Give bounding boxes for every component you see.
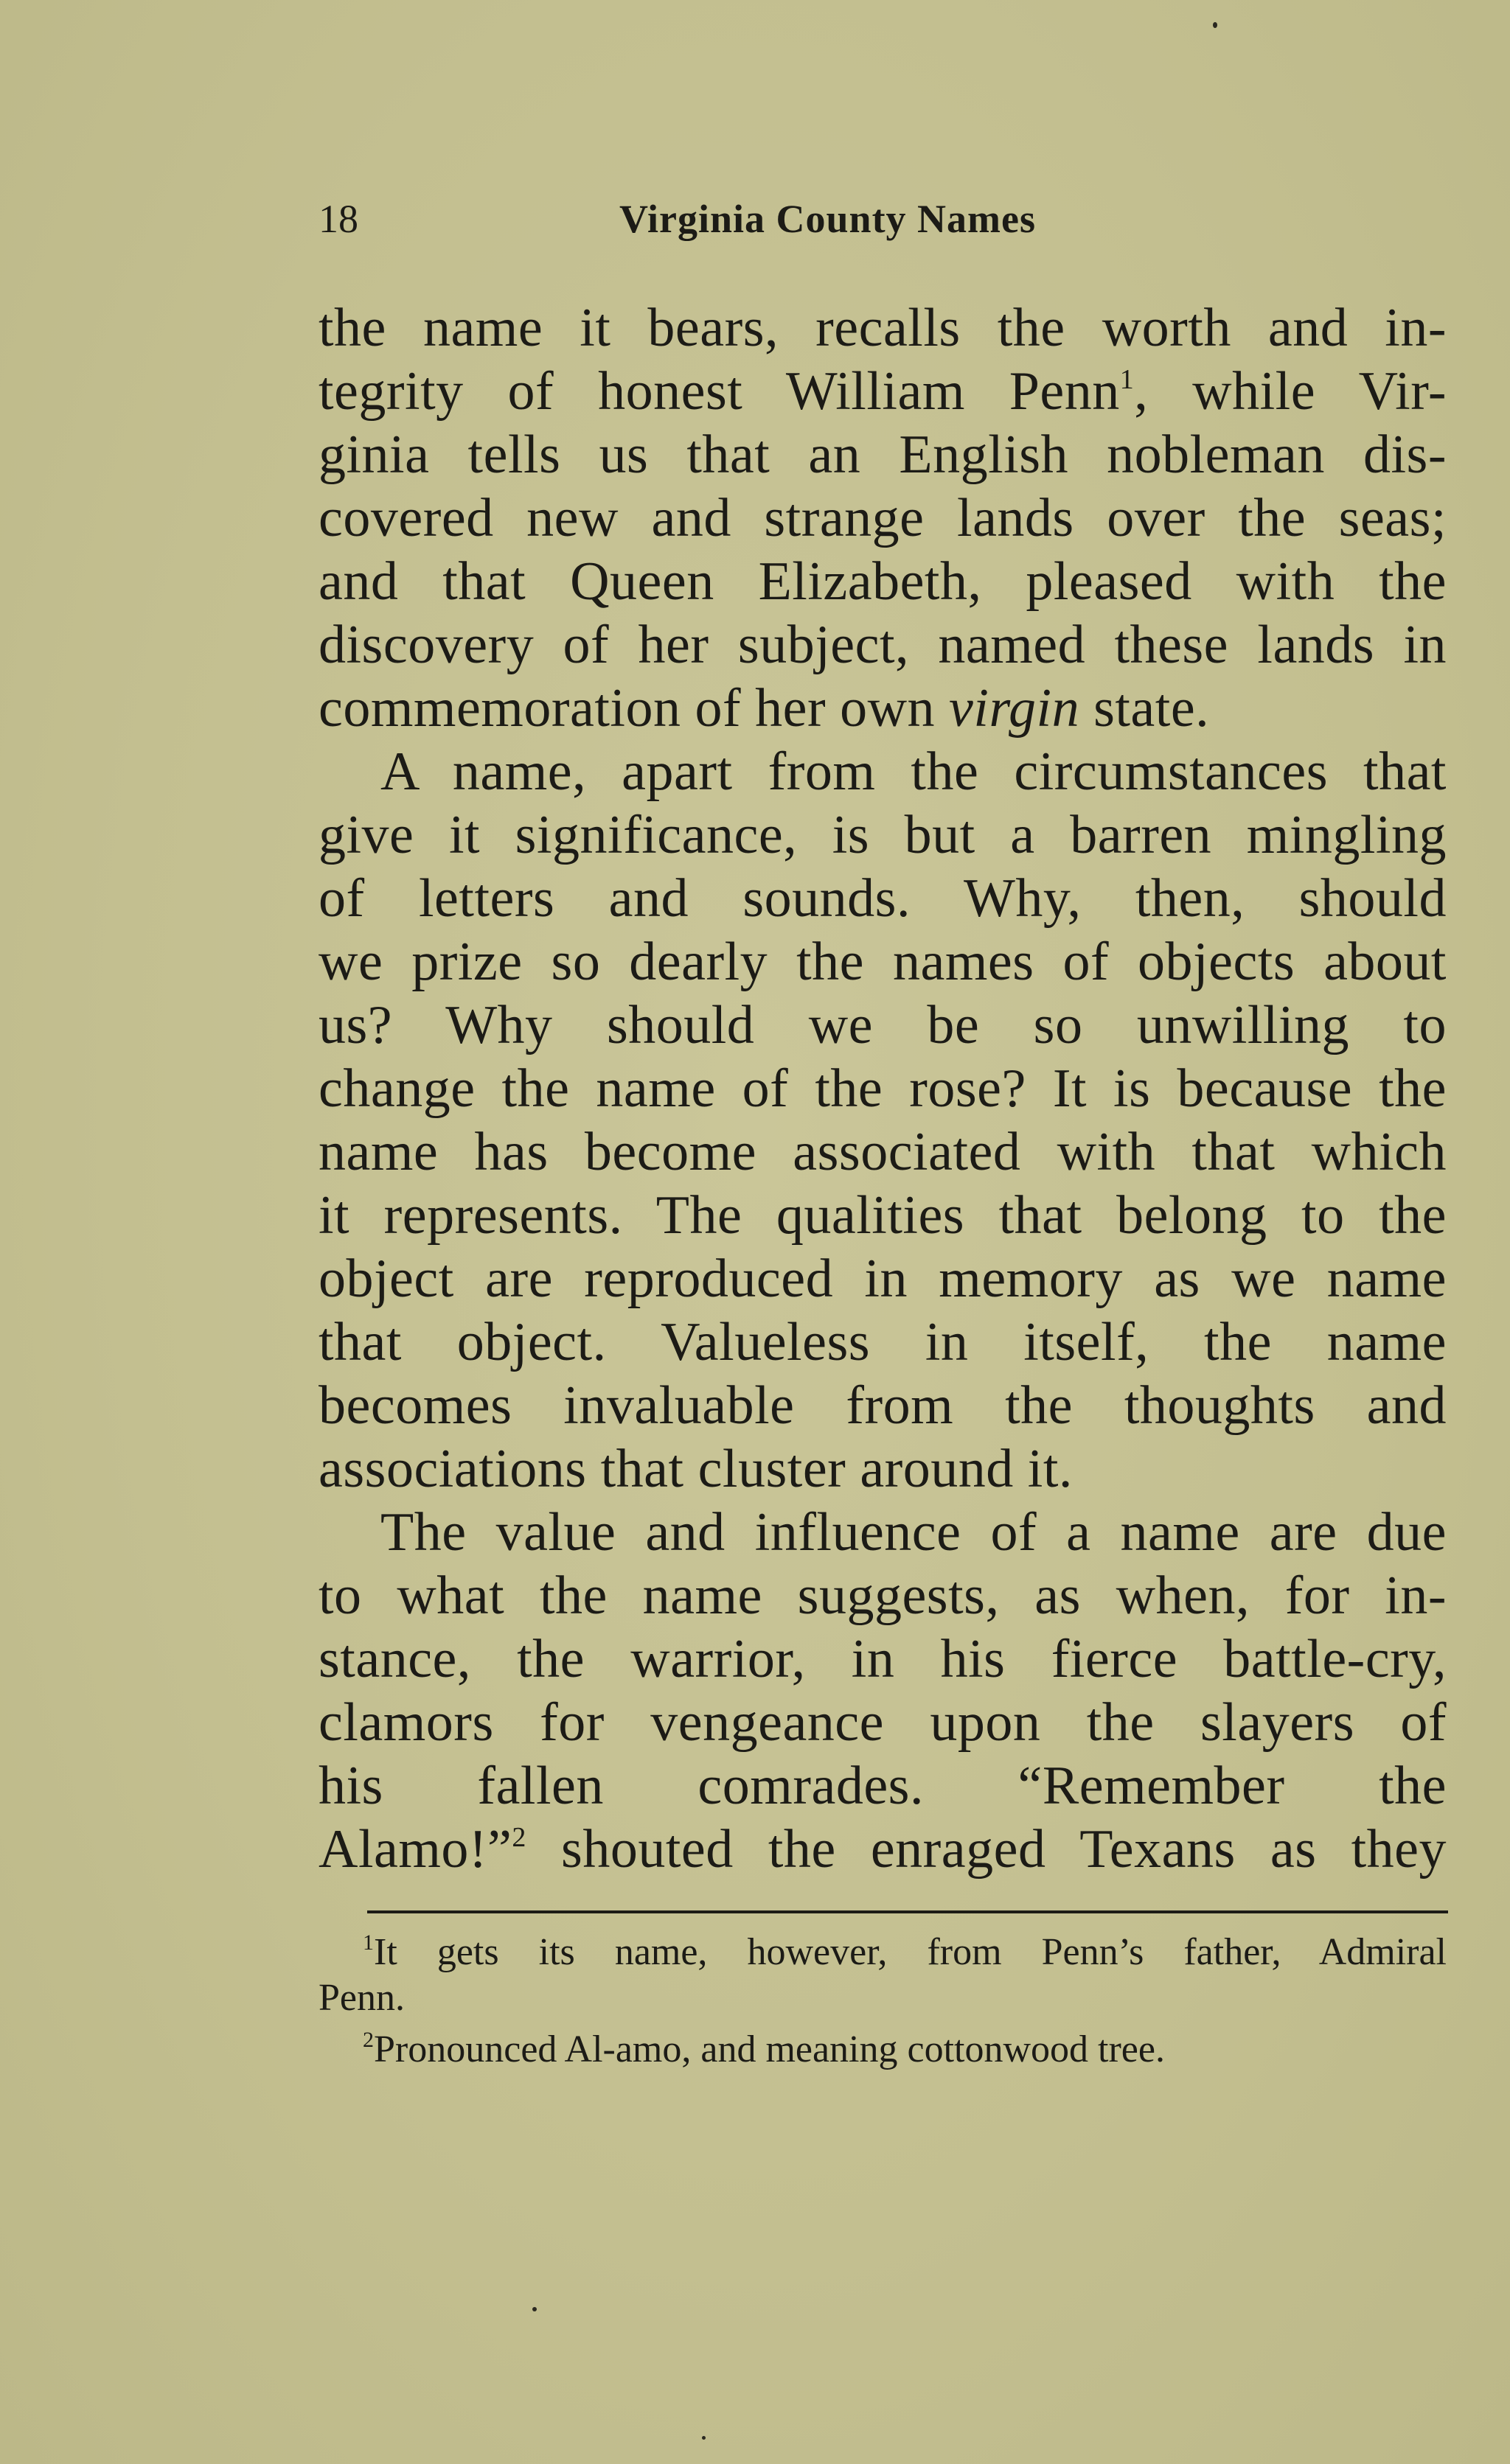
text-line: covered new and strange lands over the seas; — [319, 488, 1447, 548]
text-line: it represents. The qualities that belong to the — [319, 1185, 1447, 1246]
footnote-1-continued: Penn. — [319, 1977, 405, 2019]
body-text — [319, 296, 1447, 1881]
text-line: discovery of her subject, named these lands in — [319, 615, 1447, 675]
text-line: name has become associated with that which — [319, 1122, 1447, 1182]
text-segment: tegrity of honest William Penn — [319, 361, 1120, 422]
page-number: 18 — [319, 197, 358, 241]
text-line: A name, apart from the circumstances that — [380, 741, 1447, 802]
text-line: the name it bears, recalls the worth and in- — [319, 298, 1447, 358]
text-line: give it significance, is but a barren mingling — [319, 805, 1447, 865]
text-line: his fallen comrades. “Remember the — [319, 1756, 1447, 1816]
footnote-ref-2: 2 — [512, 1822, 526, 1853]
footnote-2 — [319, 2027, 1447, 2073]
text-line: becomes invaluable from the thoughts and — [319, 1375, 1447, 1436]
text-line: we prize so dearly the names of objects about — [319, 932, 1447, 992]
running-head — [319, 193, 1144, 245]
footnote-marker: 2 — [363, 2028, 374, 2052]
scan-speck — [702, 2436, 706, 2440]
footnotes — [319, 1930, 1447, 2073]
text-segment: Alamo!” — [319, 1819, 512, 1880]
text-line: to what the name suggests, as when, for in- — [319, 1566, 1447, 1626]
text-line: clamors for vengeance upon the slayers of — [319, 1692, 1447, 1753]
footnote-ref-1: 1 — [1119, 364, 1135, 395]
text-line — [319, 1818, 1447, 1881]
text-line: The value and influence of a name are due — [380, 1502, 1447, 1563]
scan-speck — [1213, 22, 1217, 28]
footnote-marker: 1 — [363, 1930, 374, 1955]
text-line: that object. Valueless in itself, the name — [319, 1312, 1447, 1372]
text-segment: state. — [1093, 678, 1210, 739]
footnote-divider — [367, 1910, 1448, 1913]
text-segment: shouted the enraged Texans as they — [561, 1819, 1447, 1880]
text-segment: commemoration of her own — [319, 678, 936, 739]
footnote-text: Pronounced Al-amo, and meaning cottonwood tree. — [374, 2028, 1165, 2070]
text-segment: , while Vir- — [1134, 361, 1447, 422]
text-line: object are reproduced in memory as we name — [319, 1249, 1447, 1309]
text-line: ginia tells us that an English nobleman dis- — [319, 425, 1447, 485]
text-line — [319, 360, 1447, 423]
footnote-1 — [319, 1930, 1447, 1975]
text-line: change the name of the rose? It is because the — [319, 1058, 1447, 1119]
footnote-text: It gets its name, however, from Penn’s father, Admiral — [374, 1931, 1447, 1973]
text-line — [319, 677, 1447, 740]
text-line: associations that cluster around it. — [319, 1439, 1073, 1499]
text-line: and that Queen Elizabeth, pleased with the — [319, 551, 1447, 612]
scan-speck — [532, 2307, 537, 2311]
text-line: stance, the warrior, in his fierce battle-cry, — [319, 1629, 1447, 1689]
text-line: of letters and sounds. Why, then, should — [319, 868, 1447, 929]
italic-word: virgin — [949, 678, 1080, 739]
running-title: Virginia County Names — [619, 197, 1037, 241]
text-line: us? Why should we be so unwilling to — [319, 995, 1447, 1055]
